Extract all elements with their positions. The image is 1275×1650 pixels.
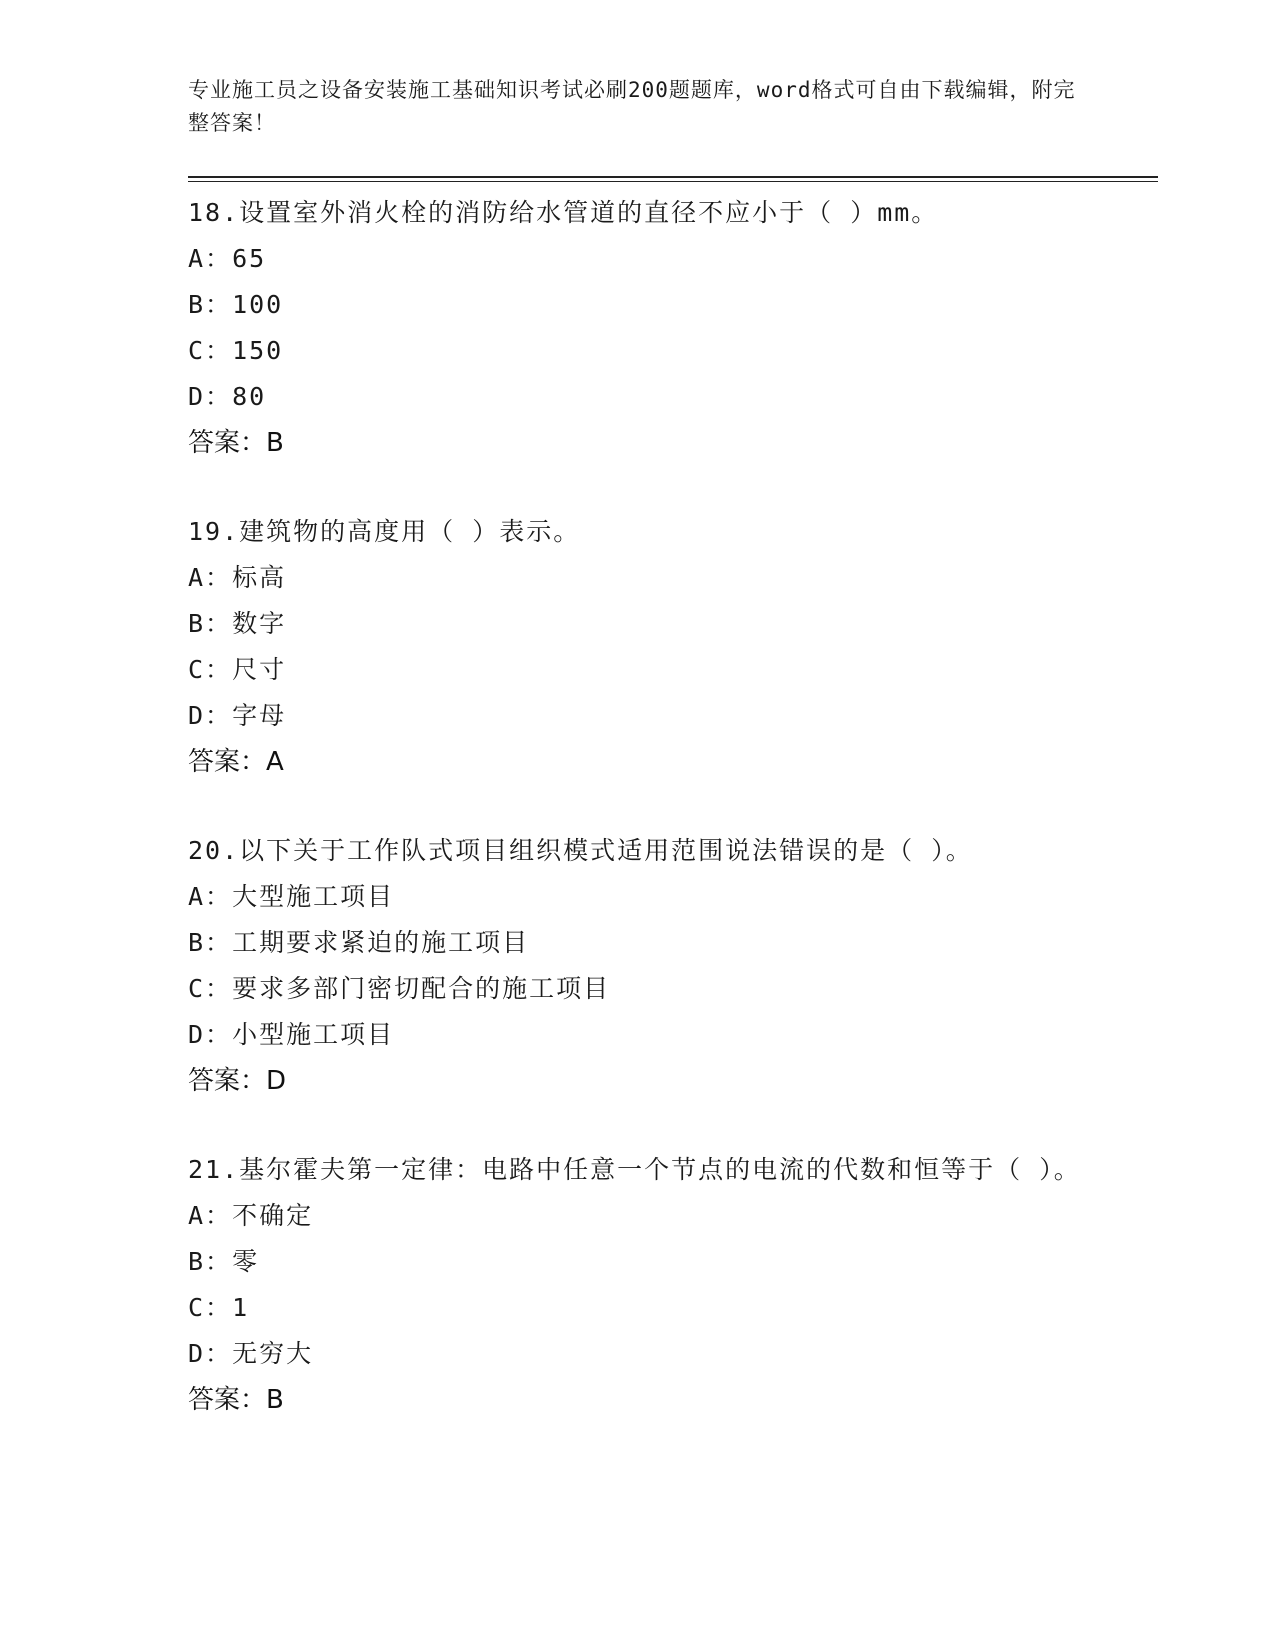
- option-text: 无穷大: [232, 1339, 314, 1368]
- option-text: 字母: [232, 701, 287, 730]
- option-text: 数字: [232, 609, 287, 638]
- option-text: 工期要求紧迫的施工项目: [232, 928, 530, 957]
- answer-label: 答案：B: [188, 428, 284, 458]
- option-letter: B：: [188, 928, 233, 957]
- option-d: [188, 374, 1108, 420]
- option-letter: D：: [188, 1339, 233, 1368]
- option-letter: C：: [188, 1293, 233, 1322]
- question-item: [188, 509, 1108, 785]
- option-d: [188, 1012, 1108, 1058]
- question-item: [188, 190, 1108, 466]
- option-letter: A：: [188, 882, 233, 911]
- option-b: [188, 601, 1108, 647]
- document-header: 专业施工员之设备安装施工基础知识考试必刷200题题库，word格式可自由下载编辑，附完整答案！: [188, 78, 1076, 135]
- option-text: 80: [232, 382, 267, 411]
- option-text: 零: [232, 1247, 260, 1276]
- option-letter: A：: [188, 1201, 233, 1230]
- option-letter: B：: [188, 290, 233, 319]
- answer-label: 答案：D: [188, 1066, 287, 1096]
- option-a: [188, 1193, 1108, 1239]
- question-item: [188, 828, 1108, 1104]
- header-divider: [188, 176, 1158, 182]
- option-b: [188, 920, 1108, 966]
- option-text: 小型施工项目: [232, 1020, 395, 1049]
- option-d: [188, 693, 1108, 739]
- option-a: [188, 236, 1108, 282]
- option-letter: D：: [188, 701, 233, 730]
- option-text: 150: [232, 336, 284, 365]
- option-letter: D：: [188, 382, 233, 411]
- option-letter: B：: [188, 1247, 233, 1276]
- option-c: [188, 647, 1108, 693]
- option-text: 65: [232, 244, 267, 273]
- option-letter: B：: [188, 609, 233, 638]
- answer-label: 答案：A: [188, 747, 284, 777]
- question-list: [188, 190, 1108, 1466]
- option-text: 不确定: [232, 1201, 314, 1230]
- option-text: 100: [232, 290, 284, 319]
- option-a: [188, 874, 1108, 920]
- option-letter: A：: [188, 244, 233, 273]
- option-c: [188, 328, 1108, 374]
- question-stem: 19.建筑物的高度用（ ）表示。: [188, 517, 581, 546]
- option-d: [188, 1331, 1108, 1377]
- question-stem: 18.设置室外消火栓的消防给水管道的直径不应小于（ ）mm。: [188, 198, 939, 227]
- option-b: [188, 282, 1108, 328]
- option-text: 1: [232, 1293, 250, 1322]
- option-letter: D：: [188, 1020, 233, 1049]
- question-item: [188, 1147, 1108, 1423]
- option-text: 标高: [232, 563, 287, 592]
- question-stem: 20.以下关于工作队式项目组织模式适用范围说法错误的是（ ）。: [188, 836, 973, 865]
- option-c: [188, 1285, 1108, 1331]
- option-letter: C：: [188, 336, 233, 365]
- option-letter: A：: [188, 563, 233, 592]
- option-text: 尺寸: [232, 655, 287, 684]
- option-letter: C：: [188, 974, 233, 1003]
- option-text: 要求多部门密切配合的施工项目: [232, 974, 611, 1003]
- option-b: [188, 1239, 1108, 1285]
- answer-label: 答案：B: [188, 1385, 284, 1415]
- option-a: [188, 555, 1108, 601]
- option-text: 大型施工项目: [232, 882, 395, 911]
- option-letter: C：: [188, 655, 233, 684]
- question-stem: 21.基尔霍夫第一定律：电路中任意一个节点的电流的代数和恒等于（ ）。: [188, 1155, 1081, 1184]
- option-c: [188, 966, 1108, 1012]
